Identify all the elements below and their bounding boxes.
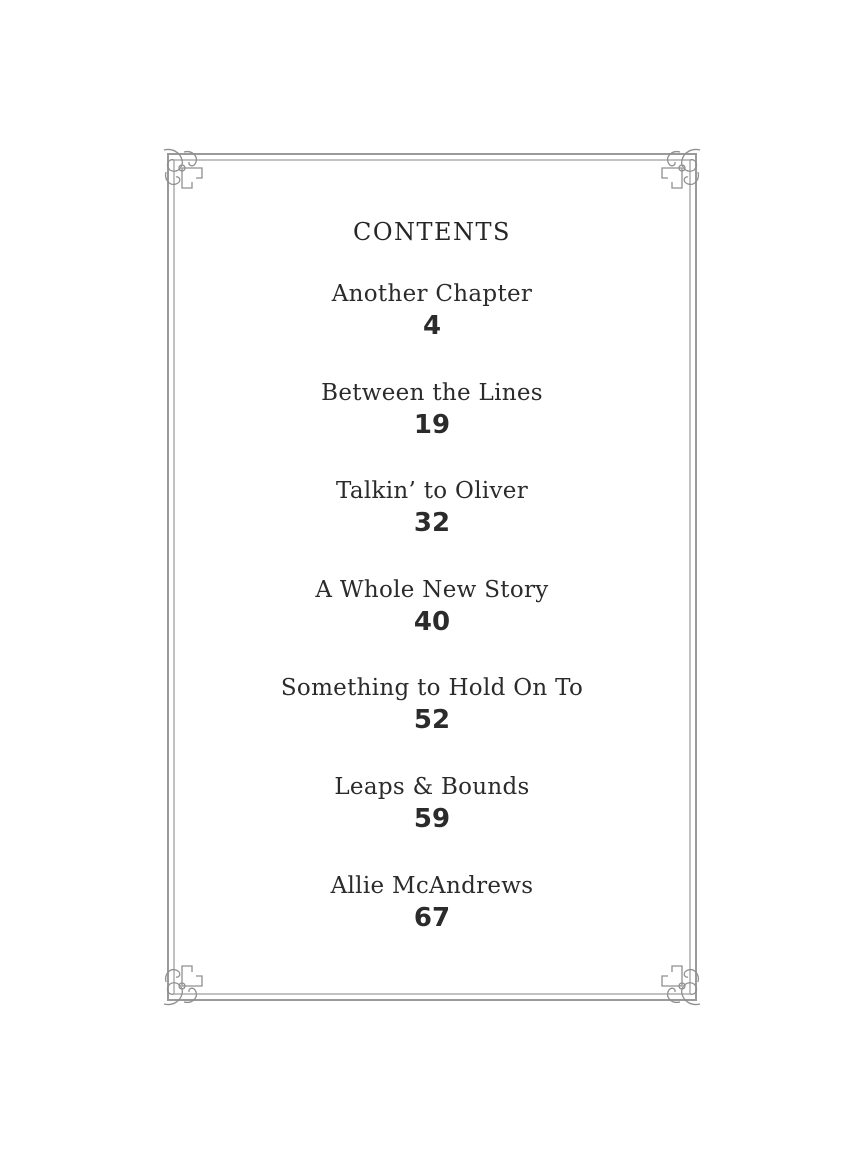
chapter-title: Leaps & Bounds: [334, 773, 530, 800]
chapter-title: Talkin’ to Oliver: [335, 478, 529, 505]
chapter-page-number: 32: [413, 508, 451, 539]
toc-entry[interactable]: [162, 671, 702, 770]
chapter-page-number: 19: [413, 409, 451, 440]
chapter-page-number: 52: [413, 705, 451, 736]
corner-ornament-bottom-left-icon: [164, 966, 202, 1005]
chapter-page-number: 4: [422, 311, 442, 341]
chapter-title: A Whole New Story: [315, 576, 549, 603]
toc-list: [162, 277, 702, 967]
chapter-page-number: 59: [413, 803, 451, 834]
page-title: CONTENTS: [352, 218, 511, 246]
toc-entry[interactable]: [162, 869, 702, 968]
toc-entry[interactable]: [162, 277, 702, 376]
toc-entry[interactable]: [162, 474, 702, 573]
chapter-page-number: 40: [413, 606, 451, 637]
toc-entry[interactable]: [162, 573, 702, 672]
chapter-title: Between the Lines: [321, 379, 543, 406]
chapter-page-number: 67: [413, 902, 451, 933]
corner-ornament-bottom-right-icon: [662, 966, 700, 1005]
corner-ornament-top-left-icon: [164, 149, 202, 188]
toc-entry[interactable]: [162, 376, 702, 475]
chapter-title: Allie McAndrews: [330, 872, 534, 899]
corner-ornament-top-right-icon: [662, 149, 700, 188]
table-of-contents: [162, 214, 702, 967]
toc-entry[interactable]: [162, 770, 702, 869]
chapter-title: Another Chapter: [331, 281, 533, 307]
chapter-title: Something to Hold On To: [280, 675, 584, 702]
